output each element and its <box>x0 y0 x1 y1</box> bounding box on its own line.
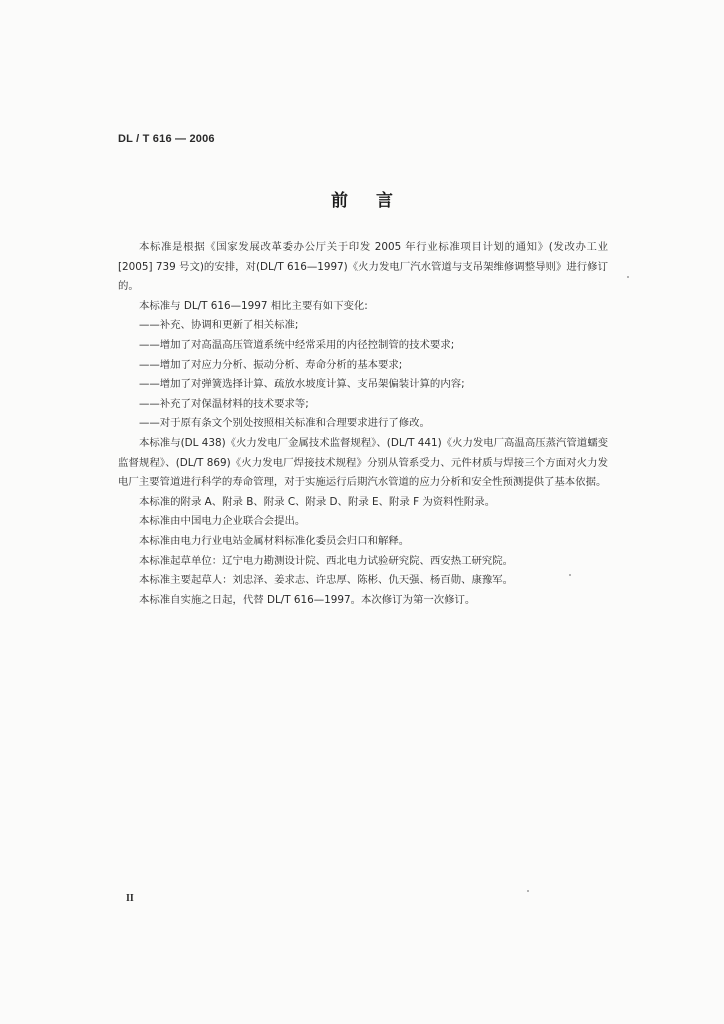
scan-speck <box>527 890 529 892</box>
paragraph-proposer: 本标准由中国电力企业联合会提出。 <box>139 515 306 528</box>
paragraph-main-drafters: 本标准主要起草人：刘忠泽、姜求志、许忠厚、陈彬、仇天强、杨百勋、康豫军。 <box>139 574 514 587</box>
paragraph-changes-intro: 本标准与 DL/T 616—1997 相比主要有如下变化: <box>139 299 368 312</box>
foreword-body <box>118 238 608 610</box>
paragraph-related-standards: 本标准与(DL 438)《火力发电厂金属技术监督规程》、(DL/T 441)《火力发电厂高温高压蒸汽管道蠕变监督规程》、(DL/T 869)《火力发电厂焊接技术规程》分别从管系受力、元件材质与焊接三个方面对火力发电厂主要管道进行科学的寿命管理，对于实施运行后期汽水管道的应力分析和安全性预测提供了基本依据。 <box>118 436 608 489</box>
change-item: ——增加了对高温高压管道系统中经常采用的内径控制管的技术要求; <box>139 338 455 351</box>
change-item: ——增加了对弹簧选择计算、疏放水坡度计算、支吊架偏装计算的内容; <box>139 378 465 391</box>
page-number: II <box>126 893 134 904</box>
section-title: 前言 <box>331 191 421 211</box>
paragraph-drafting-units: 本标准起草单位：辽宁电力勘测设计院、西北电力试验研究院、西安热工研究院。 <box>139 554 514 567</box>
change-item: ——补充、协调和更新了相关标准; <box>139 319 299 332</box>
scan-speck <box>569 574 571 576</box>
change-item: ——对于原有条文个别处按照相关标准和合理要求进行了修改。 <box>139 417 430 430</box>
paragraph-supersedes: 本标准自实施之日起，代替 DL/T 616—1997。本次修订为第一次修订。 <box>139 593 476 606</box>
paragraph-revision-basis: 本标准是根据《国家发展改革委办公厅关于印发 2005 年行业标准项目计划的通知》(发改办工业[2005] 739 号文)的安排，对(DL/T 616—1997)《火力发电厂汽水管道与支吊架维修调整导则》进行修订的。 <box>118 241 608 293</box>
paragraph-responsible-committee: 本标准由电力行业电站金属材料标准化委员会归口和解释。 <box>139 534 410 547</box>
paragraph-appendices: 本标准的附录 A、附录 B、附录 C、附录 D、附录 E、附录 F 为资料性附录。 <box>139 495 496 508</box>
document-code: DL / T 616 — 2006 <box>118 133 215 145</box>
change-item: ——补充了对保温材料的技术要求等; <box>139 397 309 410</box>
change-item: ——增加了对应力分析、振动分析、寿命分析的基本要求; <box>139 358 403 371</box>
scan-speck <box>627 276 629 278</box>
